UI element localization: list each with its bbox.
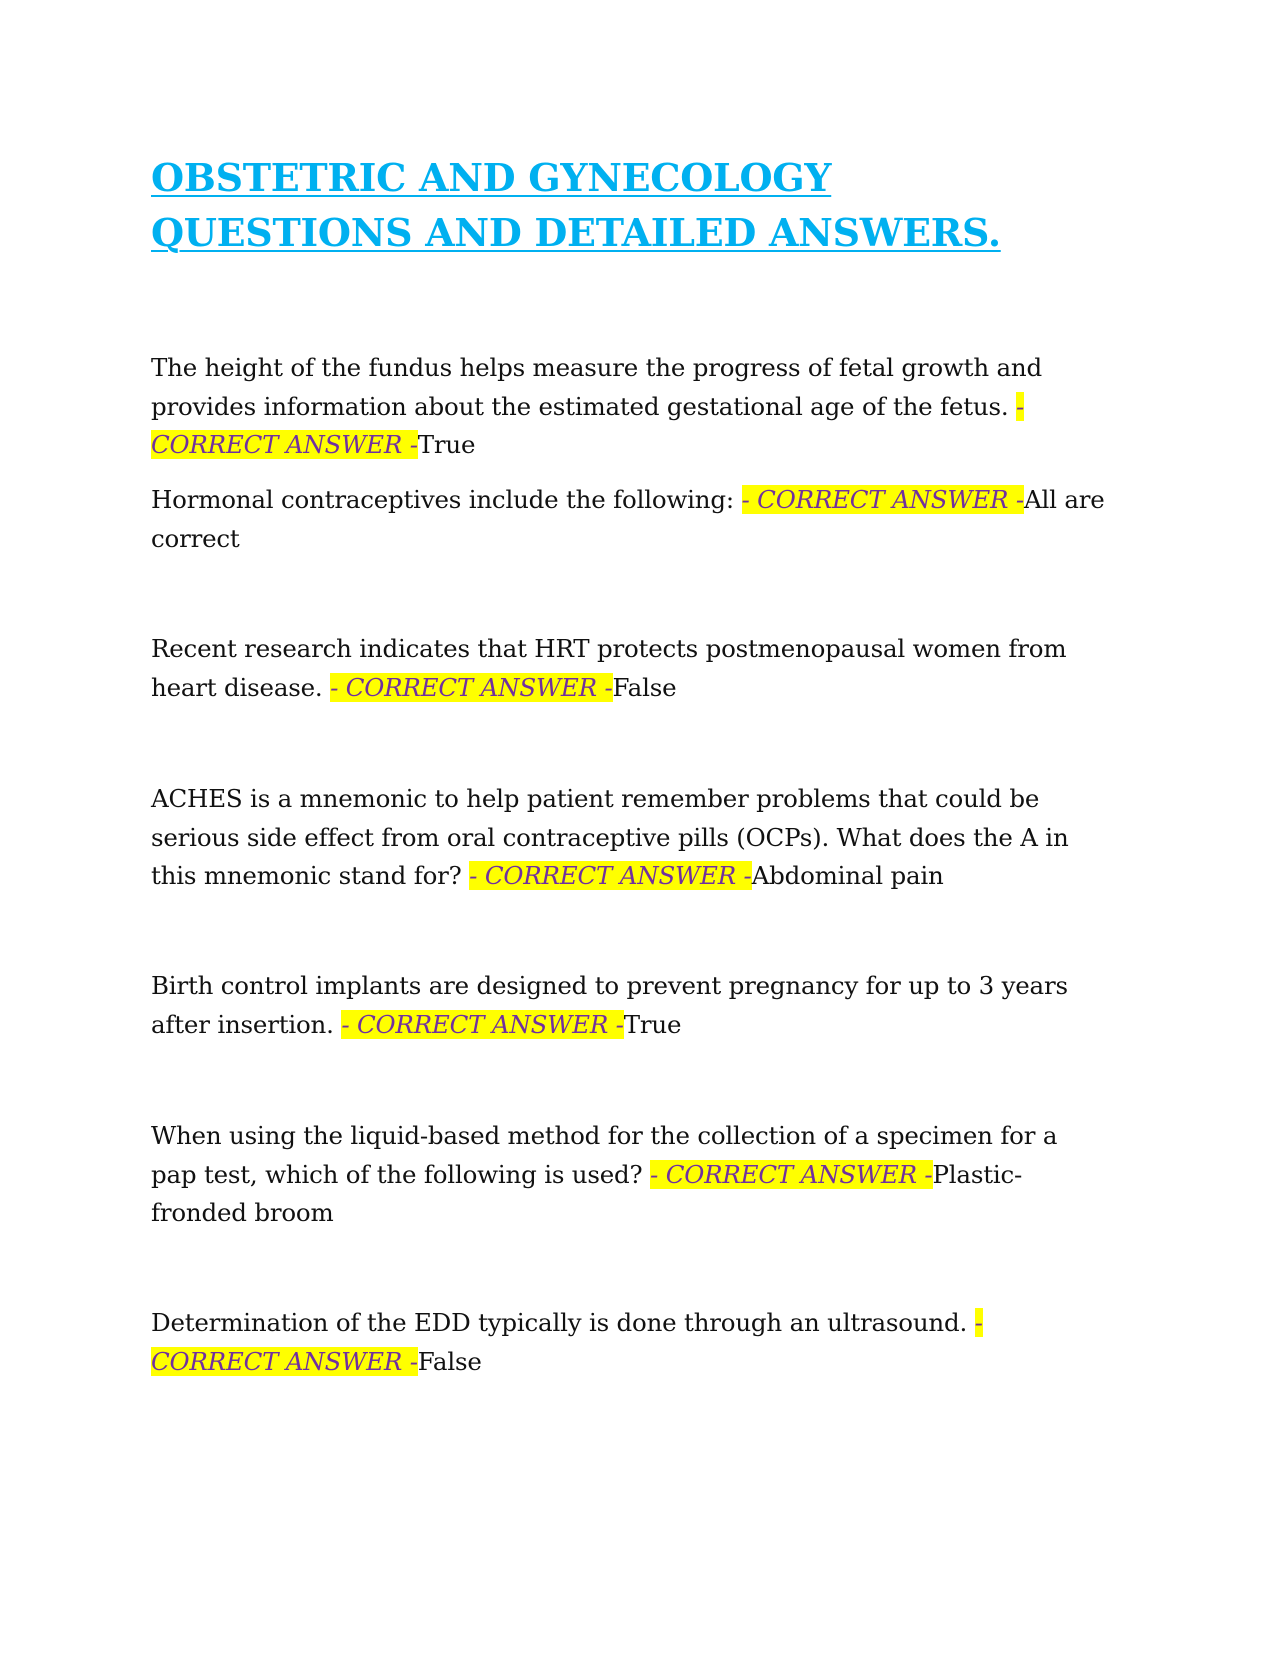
qa-text: heart disease. (151, 672, 331, 702)
correct-answer-marker: - CORRECT ANSWER - (650, 1159, 933, 1189)
qa-text: Determination of the EDD typically is done through an ultrasound. (151, 1308, 975, 1337)
correct-answer-marker: CORRECT ANSWER - (151, 1346, 418, 1376)
correct-answer-marker: - CORRECT ANSWER - (741, 485, 1024, 514)
qa-line (151, 1006, 1068, 1045)
qa-item (151, 630, 1066, 707)
qa-line (151, 967, 1068, 1006)
qa-text: fronded broom (151, 1198, 334, 1227)
qa-text: When using the liquid-based method for the collection of a specimen for a (151, 1121, 1058, 1150)
qa-text: True (623, 1009, 682, 1039)
qa-line (151, 1117, 1057, 1156)
qa-item (151, 481, 1105, 558)
qa-item (151, 967, 1068, 1044)
correct-answer-marker: CORRECT ANSWER - (151, 430, 418, 459)
correct-answer-marker: - CORRECT ANSWER - (469, 861, 752, 890)
qa-line (151, 349, 1042, 388)
qa-item (151, 349, 1042, 465)
title-line: OBSTETRIC AND GYNECOLOGY (151, 155, 832, 200)
qa-item (151, 1117, 1057, 1233)
qa-text: Birth control implants are designed to prevent pregnancy for up to 3 years (151, 971, 1068, 1000)
qa-text: Hormonal contraceptives include the following: (151, 485, 742, 514)
qa-item (151, 780, 1069, 896)
qa-text: False (417, 1346, 482, 1376)
qa-text: Plastic- (932, 1159, 1023, 1189)
qa-line (151, 669, 1066, 708)
qa-text: Recent research indicates that HRT protects postmenopausal women from (151, 634, 1067, 663)
correct-answer-marker: - CORRECT ANSWER - (341, 1009, 624, 1039)
qa-item (151, 1304, 983, 1381)
qa-line (151, 819, 1069, 858)
qa-text: Abdominal pain (751, 861, 944, 890)
qa-text: provides information about the estimated gestational age of the fetus. (151, 391, 1017, 421)
qa-line (151, 520, 1105, 559)
correct-answer-marker: - (1016, 391, 1025, 421)
qa-line (151, 1304, 983, 1343)
qa-text: this mnemonic stand for? (151, 861, 470, 890)
qa-text: All are (1023, 485, 1105, 514)
qa-line (151, 857, 1069, 896)
qa-text: True (417, 430, 476, 459)
qa-text: serious side effect from oral contraceptive pills (OCPs). What does the A in (151, 822, 1069, 852)
qa-line (151, 426, 1042, 465)
qa-line (151, 1156, 1057, 1195)
correct-answer-marker: - (974, 1308, 983, 1337)
qa-text: False (612, 672, 677, 702)
title-line: QUESTIONS AND DETAILED ANSWERS. (151, 210, 1001, 255)
qa-line (151, 388, 1042, 427)
qa-text: The height of the fundus helps measure the progress of fetal growth and (151, 353, 1042, 382)
qa-line (151, 481, 1105, 520)
qa-text: ACHES is a mnemonic to help patient remember problems that could be (151, 784, 1040, 813)
qa-line (151, 1343, 983, 1382)
qa-line (151, 780, 1069, 819)
qa-text: after insertion. (151, 1009, 342, 1039)
qa-text: correct (151, 523, 240, 553)
correct-answer-marker: - CORRECT ANSWER - (330, 672, 613, 702)
document-title (151, 150, 1001, 260)
qa-line (151, 1194, 1057, 1233)
qa-text: pap test, which of the following is used? (151, 1159, 651, 1189)
qa-line (151, 630, 1066, 669)
